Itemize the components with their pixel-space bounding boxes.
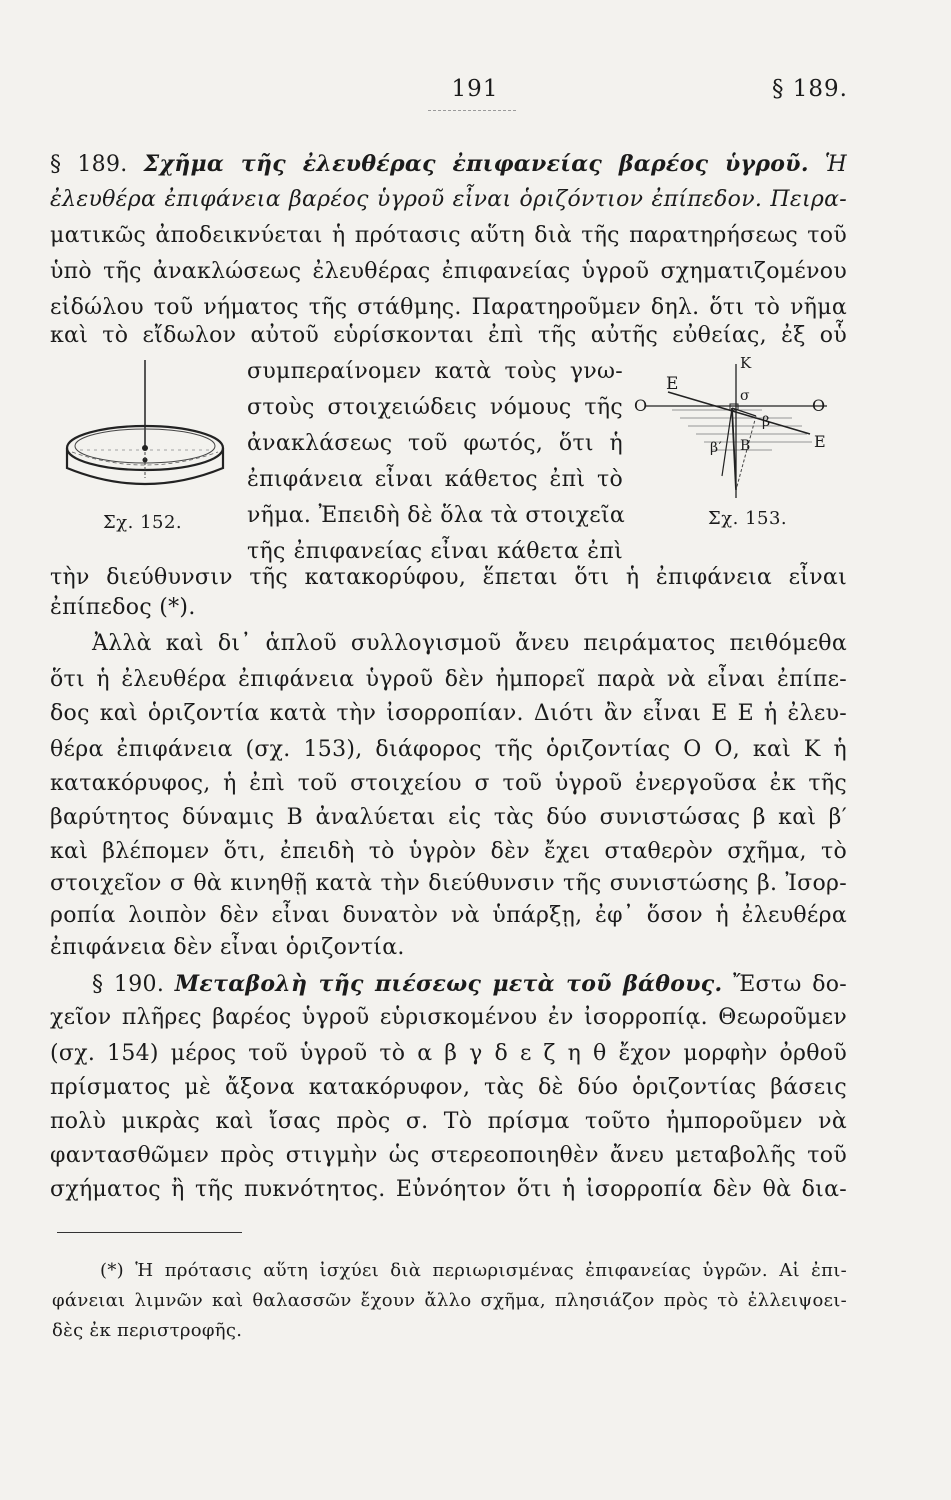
section-190-first-line-end: Ἔστω δο- [733,972,848,997]
figure-153-label-O-right: O [812,396,826,415]
footnote-line: φάνειαι λιμνῶν καὶ θαλασσῶν ἔχουν ἄλλο σχῆμα, πλησιάζον πρὸς τὸ ἐλλειψοει- [52,1290,847,1311]
paragraph-2-line: στοιχεῖον σ θὰ κινηθῇ κατὰ τὴν διεύθυνσιν τῆς συνιστώσης β. Ἰσορ- [50,871,847,896]
figure-152-plumb-line-dish [60,360,230,510]
section-189-narrow-line: νῆμα. Ἐπειδὴ δὲ ὅλα τὰ στοιχεῖα [247,503,626,528]
section-190-line: (σχ. 154) μέρος τοῦ ὑγροῦ τὸ α β γ δ ε ζ η θ ἔχον μορφὴν ὀρθοῦ [50,1041,847,1066]
section-190-line: σχήματος ἢ τῆς πυκνότητος. Εὐνόητον ὅτι ἡ ἰσορροπία δὲν θὰ δια- [50,1177,847,1202]
section-189-narrow-line: συμπεραίνομεν κατὰ τοὺς γνω- [247,359,623,384]
section-190-title: Μεταβολὴ τῆς πιέσεως μετὰ τοῦ βάθους. [174,971,723,997]
figure-153-label-E-left: E [666,374,679,394]
section-189-narrow-line: στοὺς στοιχειώδεις νόμους τῆς [247,395,623,420]
figure-153-label-beta-prime: β′ [710,440,723,456]
section-190-heading [92,966,847,1002]
section-189-line: καὶ τὸ εἴδωλον αὐτοῦ εὑρίσκονται ἐπὶ τῆς αὐτῆς εὐθείας, ἐξ οὗ [50,323,847,348]
running-section-ref: § 189. [771,76,848,102]
figure-153-label-O-left: O [634,396,648,415]
section-189-number: § 189. [50,152,128,177]
section-189-line [50,182,847,218]
section-189-line: εἰδώλου τοῦ νήματος τῆς στάθμης. Παρατηροῦμεν δηλ. ὅτι τὸ νῆμα [50,295,847,320]
paragraph-2-line: ὅτι ἡ ἐλευθέρα ἐπιφάνεια ὑγροῦ δὲν ἠμπορεῖ παρὰ νὰ εἶναι ἐπίπε- [50,667,847,692]
section-189-narrow-line: τῆς ἐπιφανείας εἶναι κάθετα ἐπὶ [247,539,623,564]
footnote-line: (*) Ἡ πρότασις αὕτη ἰσχύει διὰ περιωρισμένας ἐπιφανείας ὑγρῶν. Αἱ ἐπι- [100,1260,847,1281]
paragraph-2-line: ροπία λοιπὸν δὲν εἶναι δυνατὸν νὰ ὑπάρξῃ, ἐφ᾽ ὅσον ἡ ἐλευθέρα [50,903,847,928]
section-189-line: ἐπίπεδος (*). [50,595,196,620]
section-190-line: φαντασθῶμεν πρὸς στιγμὴν ὡς στερεοποιηθὲν ἄνευ μεταβολῆς τοῦ [50,1143,847,1168]
figure-153-label-E-right: E [814,432,827,451]
figure-152-caption: Σχ. 152. [103,512,183,533]
paragraph-2-line: Ἀλλὰ καὶ δι᾽ ἁπλοῦ συλλογισμοῦ ἄνευ πειράματος πειθόμεθα [92,631,847,656]
paragraph-2-line: θέρα ἐπιφάνεια (σχ. 153), διάφορος τῆς ὁριζοντίας Ο Ο, καὶ Κ ἡ [50,737,847,762]
figure-153-label-sigma: σ [740,388,751,404]
section-190-line: πρίσματος μὲ ἄξονα κατακόρυφον, τὰς δὲ δύο ὁριζοντίας βάσεις [50,1075,847,1100]
section-189-heading [50,146,847,182]
section-189-line: τὴν διεύθυνσιν τῆς κατακορύφου, ἕπεται ὅτι ἡ ἐπιφάνεια εἶναι [50,565,847,590]
footnote-line: δὲς ἐκ περιστροφῆς. [52,1320,243,1341]
section-189-line-text: ἐλευθέρα ἐπιφάνεια βαρέος ὑγροῦ εἶναι ὁριζόντιον ἐπίπεδον. Πειρα- [50,187,847,212]
section-189-line: ὑπὸ τῆς ἀνακλώσεως ἐλευθέρας ἐπιφανείας ὑγροῦ σχηματιζομένου [50,259,847,284]
page-number: 191 [451,76,499,102]
figure-153-caption: Σχ. 153. [708,508,788,529]
section-190-line: χεῖον πλῆρες βαρέος ὑγροῦ εὑρισκομένου ἐν ἰσορροπίᾳ. Θεωροῦμεν [50,1005,847,1030]
section-189-title: Σχῆμα τῆς ἐλευθέρας ἐπιφανείας βαρέος ὑγροῦ. [143,151,809,177]
section-189-line: ματικῶς ἀποδεικνύεται ἡ πρότασις αὕτη διὰ τῆς παρατηρήσεως τοῦ [50,223,847,248]
section-190-line: πολὺ μικρὰς καὶ ἴσας πρὸς σ. Τὸ πρίσμα τοῦτο ἠμποροῦμεν νὰ [50,1109,847,1134]
paragraph-2-line: ἐπιφάνεια δὲν εἶναι ὁριζοντία. [50,935,405,960]
figure-153-label-B: B [740,438,751,454]
section-189-line-1-end: Ἡ [824,152,848,177]
footnote-rule [57,1232,242,1233]
figure-153-label-K: K [740,354,752,372]
section-189-narrow-line: ἀνακλάσεως τοῦ φωτός, ὅτι ἡ [247,431,623,456]
section-190-number: § 190. [92,972,165,997]
header-rule [428,110,516,111]
paragraph-2-line: κατακόρυφος, ἡ ἐπὶ τοῦ στοιχείου σ τοῦ ὑγροῦ ἐνεργοῦσα ἐκ τῆς [50,771,847,796]
paragraph-2-line: δος καὶ ὁριζοντία κατὰ τὴν ἰσορροπίαν. Διότι ἂν εἶναι Ε Ε ἡ ἐλευ- [50,701,847,726]
figure-153-inclined-surface [632,354,832,508]
figure-153-label-beta: β [762,414,771,430]
paragraph-2-line: βαρύτητος δύναμις Β ἀναλύεται εἰς τὰς δύο συνιστώσας β καὶ β′ [50,805,847,830]
section-189-narrow-line: ἐπιφάνεια εἶναι κάθετος ἐπὶ τὸ [247,467,623,492]
paragraph-2-line: καὶ βλέπομεν ὅτι, ἐπειδὴ τὸ ὑγρὸν δὲν ἔχει σταθερὸν σχῆμα, τὸ [50,839,847,864]
